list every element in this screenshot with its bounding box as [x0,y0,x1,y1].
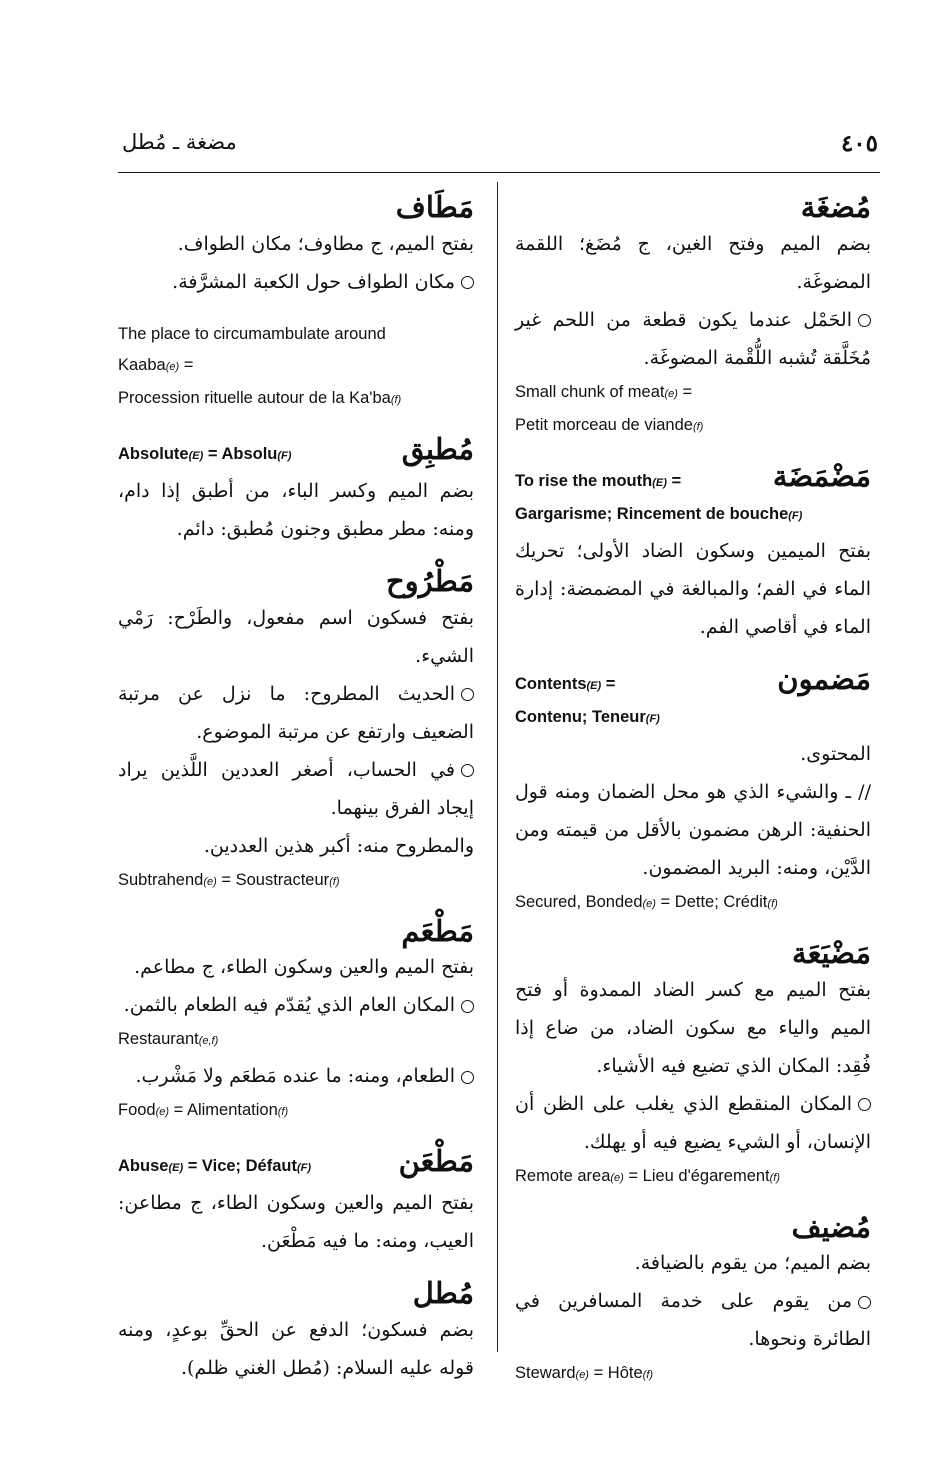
english-term: Subtrahend [118,870,204,889]
headword: مَضْمَضَة [772,458,871,493]
french-term: = Hôte [588,1364,643,1383]
language-tag: (e) [610,1171,624,1184]
french-term: = Absolu [203,444,278,463]
headword: مُضيف [791,1209,871,1244]
language-tag: (E) [652,476,667,489]
entry-madmada [515,459,871,646]
language-tag: (f) [692,420,704,433]
headword: مَضْيَعَة [792,935,871,970]
equals-sign: = [677,382,693,401]
french-term: = Dette; Crédit [655,892,768,911]
headword: مُضغَة [800,190,871,224]
headword: مُطل [412,1276,474,1311]
french-term: = Lieu d'égarement [623,1166,770,1185]
entry-matruh [118,564,474,898]
definition-text: المحتوى. [800,742,871,765]
french-term: Procession rituelle autour de la Ka'ba [118,388,391,407]
bullet-circle-icon [461,276,474,289]
language-tag: (f) [277,1106,289,1119]
definition-text: بفتح الميم والعين وسكون الطاء، ج مطاعن: العيب، ومنه: ما فيه مَطْعَن. [118,1192,474,1253]
entry-mataf [118,190,474,416]
language-tag: (f) [329,875,340,888]
bullet-circle-icon [858,1296,871,1309]
equals-sign: = [601,674,616,693]
definition-text: بفتح الميم مع كسر الضاد الممدوة أو فتح الميم والياء مع سكون الضاد، من ضاع إذا فُقِد: المكان الذي تضيع فيه الأشياء. [515,978,871,1077]
definition-text: // ـ والشيء الذي هو محل الضمان ومنه قول الحنفية: الرهن مضمون بالأقل من قيمته ومن الدَّيْن، ومنه: البريد المضمون. [515,780,871,879]
language-tag: (F) [296,1162,312,1175]
english-term: Food [118,1101,156,1120]
left-column [118,190,474,1403]
equals-sign: = [666,471,682,490]
language-tag: (e) [155,1106,170,1119]
definition-text: في الحساب، أصغر العددين اللَّذين يراد إيجاد الفرق بينهما. [118,758,474,819]
language-tag: (e) [165,360,180,373]
french-term: = Vice; Défaut [183,1157,297,1176]
headword: مَضمون [777,661,871,696]
definition-text: الحديث المطروح: ما نزل عن مرتبة الضعيف وارتفع عن مرتبة الموضوع. [118,682,474,743]
language-tag: (E) [188,449,204,462]
column-divider [497,182,498,1352]
language-tag: (E) [168,1162,184,1175]
headword: مَطَاف [395,190,474,224]
english-term: Remote area [515,1166,611,1185]
headword: مَطْرُوح [385,563,474,598]
french-term: Contenu; Teneur [515,707,646,726]
french-term: Gargarisme; Rincement de bouche [515,504,789,523]
english-term: Steward [515,1364,576,1383]
header-rule [118,172,880,173]
language-tag: (f) [642,1369,654,1382]
definition-text: والمطروح منه: أكبر هذين العددين. [203,834,474,857]
entry-madmun [515,662,871,920]
definition-text: بضم فسكون؛ الدفع عن الحقِّ بوعدٍ، ومنه قوله عليه السلام: (مُطل الغني ظلم). [118,1319,474,1380]
definition-text: بفتح الميمين وسكون الضاد الأولى؛ تحريك الماء في الفم؛ والمبالغة في المضمضة: إدارة الماء في أقاصي الفم. [515,539,871,638]
entry-mataan [118,1144,474,1260]
language-tag: (E) [586,679,602,692]
bullet-circle-icon [461,1071,474,1084]
english-term: Secured, Bonded [515,892,643,911]
english-term: To rise the mouth [515,471,653,490]
english-term: Abuse [118,1157,169,1176]
definition-text: مكان الطواف حول الكعبة المشرَّفة. [172,270,455,293]
bullet-circle-icon [858,1098,871,1111]
entry-mataam [118,914,474,1129]
definition-text: بضم الميم وفتح الغين، ج مُضَغ؛ اللقمة المضوغَة. [515,232,871,293]
headword: مُطبِق [401,431,474,466]
entry-mudgha [515,190,871,443]
english-term: Small chunk of meat [515,382,665,401]
definition-text: من يقوم على خدمة المسافرين في الطائرة ونحوها. [515,1290,871,1351]
bullet-circle-icon [461,688,474,701]
language-tag: (f) [769,1171,781,1184]
headword: مَطْعَم [401,913,474,948]
language-tag: (F) [788,509,803,522]
language-tag: (e) [575,1369,589,1382]
definition-text: بفتح فسكون اسم مفعول، والطَرْح: رَمْي الشيء. [118,606,474,667]
right-column [515,190,871,1407]
language-tag: (e) [203,875,217,888]
language-tag: (f) [390,393,402,406]
equals-sign: = [179,355,194,374]
language-tag: (f) [767,897,778,910]
language-tag: (F) [645,712,660,725]
definition-text: المكان المنقطع الذي يغلب على الظن أن الإنسان، أو الشيء يضيع فيه أو يهلك. [515,1092,871,1153]
entry-mutl [118,1276,474,1387]
language-tag: (e,f) [198,1035,219,1048]
headword: مَطْعَن [398,1144,474,1179]
definition-text: الطعام، ومنه: ما عنده مَطعَم ولا مَشْرب. [135,1065,455,1088]
entry-mutbiq [118,432,474,548]
english-term: Absolute [118,444,189,463]
entry-madyaa [515,936,871,1194]
language-tag: (e) [642,897,656,910]
english-term: Restaurant [118,1030,199,1049]
page-number: ٤٠٥ [840,130,878,157]
french-term: = Soustracteur [216,870,330,889]
definition-text: بضم الميم وكسر الباء، من أطبق إذا دام، ومنه: مطر مطبق وجنون مُطبق: دائم. [118,479,474,540]
definition-text: المكان العام الذي يُقدّم فيه الطعام بالثمن. [123,994,455,1017]
french-term: Petit morceau de viande [515,415,693,434]
bullet-circle-icon [461,764,474,777]
english-term: Contents [515,674,587,693]
english-term: Kaaba [118,355,166,374]
definition-text: بفتح الميم والعين وسكون الطاء، ج مطاعم. [134,956,474,979]
language-tag: (F) [277,449,292,462]
definition-text: الحَمْل عندما يكون قطعة من اللحم غير مُخَلَّقة تُشبه اللُّقْمة المضوغَة. [515,308,871,369]
english-term: The place to circumambulate around [118,324,386,343]
entry-mudif [515,1210,871,1392]
definition-text: بضم الميم؛ من يقوم بالضيافة. [634,1252,871,1275]
french-term: = Alimentation [169,1101,278,1120]
bullet-circle-icon [461,1000,474,1013]
definition-text: بفتح الميم، ج مطاوف؛ مكان الطواف. [177,232,474,255]
running-title: مضغة ـ مُطل [122,130,237,154]
language-tag: (e) [664,387,678,400]
bullet-circle-icon [858,314,871,327]
